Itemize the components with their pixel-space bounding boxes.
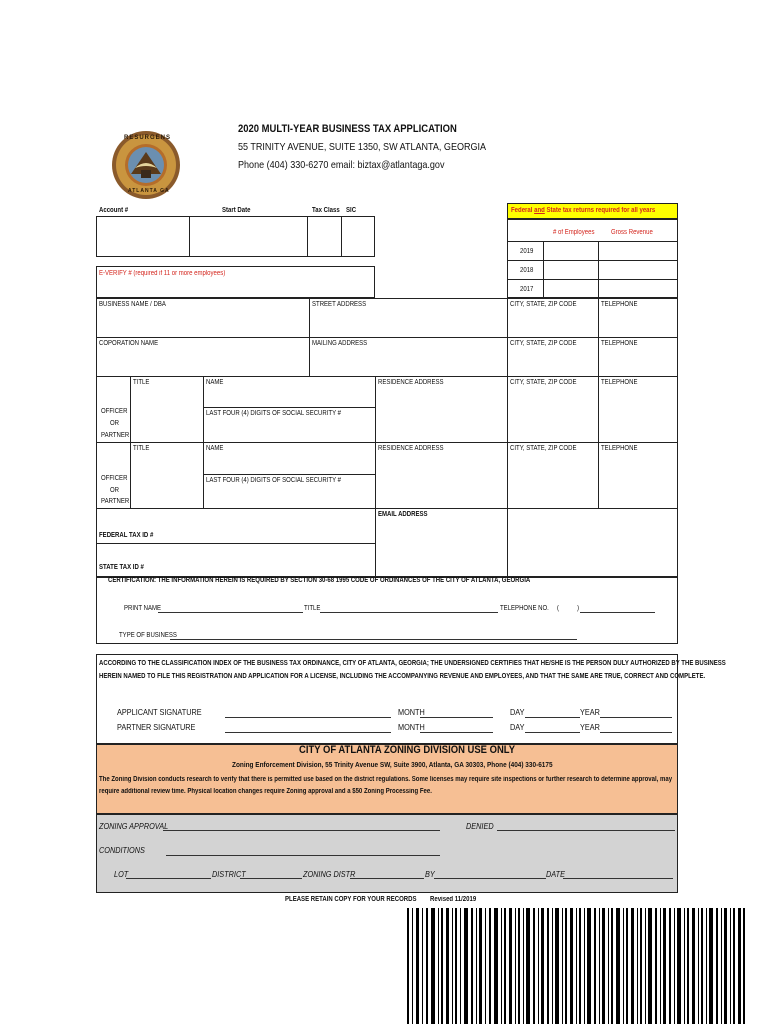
zoning-approval-input[interactable] (163, 830, 440, 831)
conditions-label: CONDITIONS (99, 845, 145, 855)
year-2018: 2018 (520, 267, 534, 274)
revised-date: Revised 11/2019 (430, 896, 477, 903)
officer2-city-label: CITY, STATE, ZIP CODE (510, 445, 577, 452)
type-of-business-input[interactable] (170, 639, 577, 640)
federal-tax-id-input[interactable] (97, 509, 374, 542)
year-2017: 2017 (520, 286, 534, 293)
zoning-approval-label: ZONING APPROVAL (99, 821, 169, 831)
tax-class-input[interactable] (308, 217, 340, 256)
business-name-label: BUSINESS NAME / DBA (99, 301, 166, 308)
federal-tax-id-label: FEDERAL TAX ID # (99, 532, 154, 539)
by-label: BY (425, 869, 435, 879)
applicant-year-input[interactable] (600, 717, 672, 718)
revenue-2018-input[interactable] (599, 261, 677, 278)
form-title: 2020 MULTI-YEAR BUSINESS TAX APPLICATION (238, 123, 457, 135)
applicant-year-label: YEAR (580, 707, 600, 717)
lot-label: LOT (114, 869, 129, 879)
business-city-label: CITY, STATE, ZIP CODE (510, 301, 577, 308)
mailing-city-label: CITY, STATE, ZIP CODE (510, 340, 577, 347)
account-label: Account # (99, 207, 129, 214)
business-name-input[interactable] (97, 310, 308, 336)
revenue-2019-input[interactable] (599, 242, 677, 259)
certification-heading: CERTIFICATION: THE INFORMATION HEREIN IS REQUIRED BY SECTION 30-68 1995 CODE OF ORDINANCES OF THE CITY OF ATLANTA, GEORGIA (108, 577, 531, 584)
state-tax-id-input[interactable] (97, 544, 374, 576)
officer2-role-line3: PARTNER (101, 498, 130, 505)
print-name-input[interactable] (158, 612, 303, 613)
partner-day-label: DAY (510, 722, 525, 732)
partner-signature-label: PARTNER SIGNATURE (117, 722, 196, 732)
denied-label: DENIED (466, 821, 494, 831)
mailing-telephone-label: TELEPHONE (601, 340, 638, 347)
employees-2019-input[interactable] (544, 242, 597, 259)
type-of-business-label: TYPE OF BUSINESS (119, 632, 177, 639)
cert-telephone-label: TELEPHONE NO. (500, 605, 549, 612)
officer2-residence-input[interactable] (376, 454, 506, 507)
applicant-day-label: DAY (510, 707, 525, 717)
officer1-ssn-label: LAST FOUR (4) DIGITS OF SOCIAL SECURITY # (206, 410, 342, 417)
retain-copy-note: PLEASE RETAIN COPY FOR YOUR RECORDS (285, 896, 417, 903)
lot-input[interactable] (126, 878, 211, 879)
district-input[interactable] (240, 878, 302, 879)
street-address-input[interactable] (310, 310, 506, 336)
conditions-input[interactable] (166, 855, 440, 856)
partner-month-input[interactable] (420, 732, 493, 733)
officer2-role-line1: OFFICER (101, 475, 128, 482)
date-label: DATE (546, 869, 565, 879)
certification-box (96, 577, 678, 644)
statement-line-2: HEREIN NAMED TO FILE THIS REGISTRATION AND APPLICATION FOR A LICENSE, INCLUDING THE ACCOMPANYING REVENUE AND EMPLOYEES, AND THAT THE SAME ARE TRUE, CORRECT AND COMPLETE. (99, 673, 706, 680)
zoning-title: CITY OF ATLANTA ZONING DIVISION USE ONLY (299, 744, 516, 756)
phone-paren-close: ) (577, 605, 580, 612)
phone-paren-open: ( (557, 605, 560, 612)
employees-header: # of Employees (553, 229, 595, 236)
date-input[interactable] (563, 878, 673, 879)
employees-2018-input[interactable] (544, 261, 597, 278)
tax-class-label: Tax Class (312, 207, 340, 214)
officer2-ssn-label: LAST FOUR (4) DIGITS OF SOCIAL SECURITY # (206, 477, 342, 484)
everify-label: E-VERIFY # (required if 11 or more employees) (99, 270, 226, 277)
officer1-telephone-label: TELEPHONE (601, 379, 638, 386)
applicant-month-input[interactable] (420, 717, 493, 718)
district-label: DISTRICT (212, 869, 246, 879)
start-date-label: Start Date (222, 207, 251, 214)
officer1-residence-label: RESIDENCE ADDRESS (378, 379, 444, 386)
officer2-ssn-input[interactable] (204, 485, 374, 507)
partner-year-label: YEAR (580, 722, 600, 732)
zoning-note-line-2: require additional review time. Physical location changes require Zoning approval and a $50 Zoning Processing Fee. (99, 788, 432, 795)
officer2-telephone-label: TELEPHONE (601, 445, 638, 452)
email-input[interactable] (376, 520, 506, 576)
cert-title-label: TITLE (304, 605, 321, 612)
business-telephone-label: TELEPHONE (601, 301, 638, 308)
partner-signature-input[interactable] (225, 732, 391, 733)
partner-day-input[interactable] (525, 732, 580, 733)
officer2-title-input[interactable] (131, 454, 202, 507)
officer2-name-label: NAME (206, 445, 224, 452)
partner-month-label: MONTH (398, 722, 425, 732)
partner-year-input[interactable] (600, 732, 672, 733)
cert-telephone-input[interactable] (580, 612, 655, 613)
business-telephone-input[interactable] (599, 310, 677, 336)
officer1-ssn-input[interactable] (204, 418, 374, 441)
street-address-label: STREET ADDRESS (312, 301, 367, 308)
applicant-signature-input[interactable] (225, 717, 391, 718)
corporation-name-input[interactable] (97, 349, 308, 375)
business-city-input[interactable] (508, 310, 597, 336)
cert-title-input[interactable] (320, 612, 498, 613)
applicant-day-input[interactable] (525, 717, 580, 718)
officer2-title-label: TITLE (133, 445, 150, 452)
officer1-role-line1: OFFICER (101, 408, 128, 415)
zoning-note-line-1: The Zoning Division conducts research to verify that there is permitted use based on the district regulations. Some licenses may require site inspections or further research to determine approval, may (99, 776, 673, 783)
officer1-name-input[interactable] (204, 388, 374, 406)
officer2-role-line2: OR (110, 487, 120, 494)
officer1-title-input[interactable] (131, 388, 202, 441)
sic-input[interactable] (342, 217, 374, 256)
by-input[interactable] (434, 878, 546, 879)
applicant-signature-label: APPLICANT SIGNATURE (117, 707, 202, 717)
state-tax-id-label: STATE TAX ID # (99, 564, 144, 571)
revenue-2017-input[interactable] (599, 280, 677, 297)
city-seal (111, 130, 181, 200)
officer1-role-line2: OR (110, 420, 120, 427)
officer1-role-line3: PARTNER (101, 432, 130, 439)
corporation-name-label: COPORATION NAME (99, 340, 159, 347)
zoning-distr-label: ZONING DISTR (303, 869, 356, 879)
print-name-label: PRINT NAME (124, 605, 162, 612)
zoning-distr-input[interactable] (350, 878, 424, 879)
sic-label: SIC (346, 207, 357, 214)
officer2-name-input[interactable] (204, 454, 374, 473)
officer1-title-label: TITLE (133, 379, 150, 386)
denied-input[interactable] (497, 830, 675, 831)
officer1-name-label: NAME (206, 379, 224, 386)
officer1-city-label: CITY, STATE, ZIP CODE (510, 379, 577, 386)
email-label: EMAIL ADDRESS (378, 511, 428, 518)
start-date-input[interactable] (190, 217, 306, 256)
office-contact: Phone (404) 330-6270 email: biztax@atlantaga.gov (238, 159, 445, 171)
mailing-address-label: MAILING ADDRESS (312, 340, 368, 347)
zoning-subtitle: Zoning Enforcement Division, 55 Trinity Avenue SW, Suite 3900, Atlanta, GA 30303, Phone (404) 330-6175 (232, 760, 553, 769)
barcode-icon (407, 908, 745, 1024)
year-2019: 2019 (520, 248, 534, 255)
office-address: 55 TRINITY AVENUE, SUITE 1350, SW ATLANTA, GEORGIA (238, 141, 487, 153)
officer2-residence-label: RESIDENCE ADDRESS (378, 445, 444, 452)
returns-notice-text: Federal and State tax returns required for all years (511, 207, 656, 214)
revenue-header: Gross Revenue (611, 229, 653, 236)
mailing-address-input[interactable] (310, 349, 506, 375)
applicant-month-label: MONTH (398, 707, 425, 717)
account-input[interactable] (97, 217, 188, 256)
statement-line-1: ACCORDING TO THE CLASSIFICATION INDEX OF THE BUSINESS TAX ORDINANCE, CITY OF ATLANTA, GEORGIA; THE UNDERSIGNED CERTIFIES THAT HE/SHE IS THE PERSON DULY AUTHORIZED BY THE BUSINESS (99, 660, 726, 667)
seal-text-bottom: ATLANTA GA (128, 188, 170, 194)
officer1-residence-input[interactable] (376, 388, 506, 441)
seal-text-top: RESURGENS (124, 135, 172, 141)
employees-2017-input[interactable] (544, 280, 597, 297)
zoning-approval-panel (96, 814, 678, 893)
